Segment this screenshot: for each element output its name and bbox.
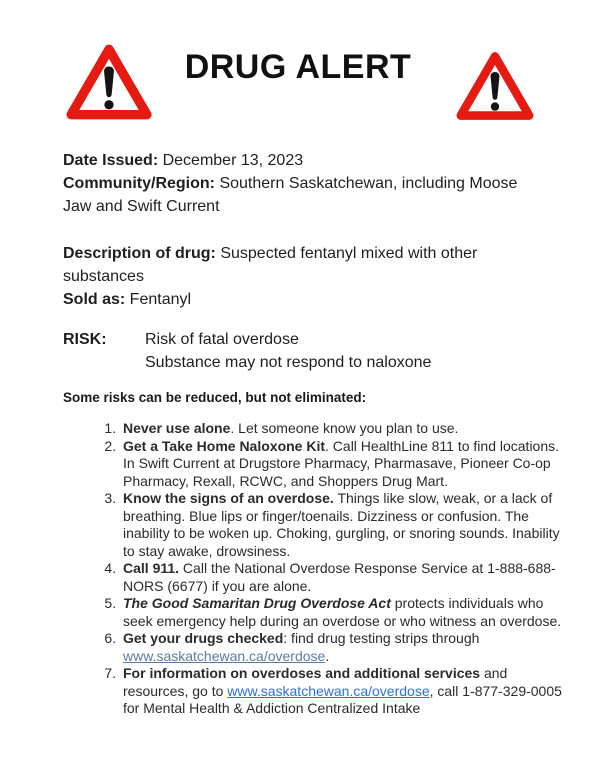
list-item-text: : find drug testing strips through <box>283 630 480 646</box>
list-item <box>120 665 563 718</box>
list-item-text: Things like slow, weak, or a lack of breathing. Blue lips or finger/toenails. Dizziness or confusion. The inability to be woken up. Choking, gurgling, or snoring sounds. Inability to stay awake, drowsiness. <box>123 490 560 559</box>
issue-details <box>63 149 563 218</box>
list-item-text: and resources, go to <box>123 665 508 699</box>
risk-section <box>63 328 563 374</box>
list-item-lead: The Good Samaritan Drug Overdose Act <box>123 595 391 611</box>
risk-line: Risk of fatal overdose <box>145 331 299 348</box>
drug-description-line <box>63 242 533 288</box>
list-item-text: . <box>325 647 330 664</box>
overdose-link[interactable]: www.saskatchewan.ca/overdose <box>123 647 326 664</box>
page-title: DRUG ALERT <box>184 48 412 86</box>
list-item-lead: Call 911. <box>123 560 180 576</box>
risk-label: RISK: <box>63 331 107 348</box>
list-item <box>120 420 563 438</box>
overdose-link[interactable]: www.saskatchewan.ca/overdose <box>227 682 430 699</box>
community-region-value: Southern Saskatchewan, including Moose Jaw and Swift Current <box>63 175 518 215</box>
list-item-text: protects individuals who seek emergency help during an overdose or who witness an overdose. <box>123 595 562 629</box>
sold-as-line <box>63 288 533 311</box>
risk-line: Substance may not respond to naloxone <box>145 354 432 371</box>
list-item-lead: Know the signs of an overdose. <box>123 490 334 506</box>
list-item-lead: Never use alone <box>123 420 231 436</box>
list-item-text: . Let someone know you plan to use. <box>230 420 459 436</box>
alert-body <box>63 149 563 718</box>
sold-as-value: Fentanyl <box>125 291 192 308</box>
risk-reduction-list <box>63 420 563 718</box>
date-issued-value: December 13, 2023 <box>158 152 304 169</box>
community-region-line <box>63 172 533 218</box>
drug-details <box>63 242 563 311</box>
list-item-lead: Get your drugs checked <box>123 630 284 646</box>
drug-description-value: Suspected fentanyl mixed with other substances <box>63 245 478 285</box>
section-heading: Some risks can be reduced, but not eliminated: <box>63 390 367 405</box>
drug-description-label: Description of drug: <box>63 245 216 262</box>
date-issued-line <box>63 149 533 172</box>
list-item <box>120 595 563 630</box>
list-item-text: . Call HealthLine 811 to find locations. In Swift Current at Drugstore Pharmacy, Pharmasave, Pioneer Co-op Pharmacy, Rexall, RCWC, and Shoppers Drug Mart. <box>123 437 560 489</box>
list-item <box>120 490 563 560</box>
list-item <box>120 438 563 491</box>
list-item-text: , call 1-877-329-0005 for Mental Health & Addiction Centralized Intake <box>123 682 562 716</box>
list-item-text: Call the National Overdose Response Service at 1-888-688-NORS (6677) if you are alone. <box>123 560 556 594</box>
list-item-lead: Get a Take Home Naloxone Kit <box>123 437 326 454</box>
warning-triangle-icon <box>455 51 535 121</box>
risk-lines <box>145 328 431 374</box>
date-issued-label: Date Issued: <box>63 152 159 169</box>
list-item-lead: For information on overdoses and additional services <box>123 665 481 681</box>
community-region-label: Community/Region: <box>63 175 215 192</box>
sold-as-label: Sold as: <box>63 291 126 308</box>
list-item <box>120 630 563 665</box>
list-item <box>120 560 563 595</box>
